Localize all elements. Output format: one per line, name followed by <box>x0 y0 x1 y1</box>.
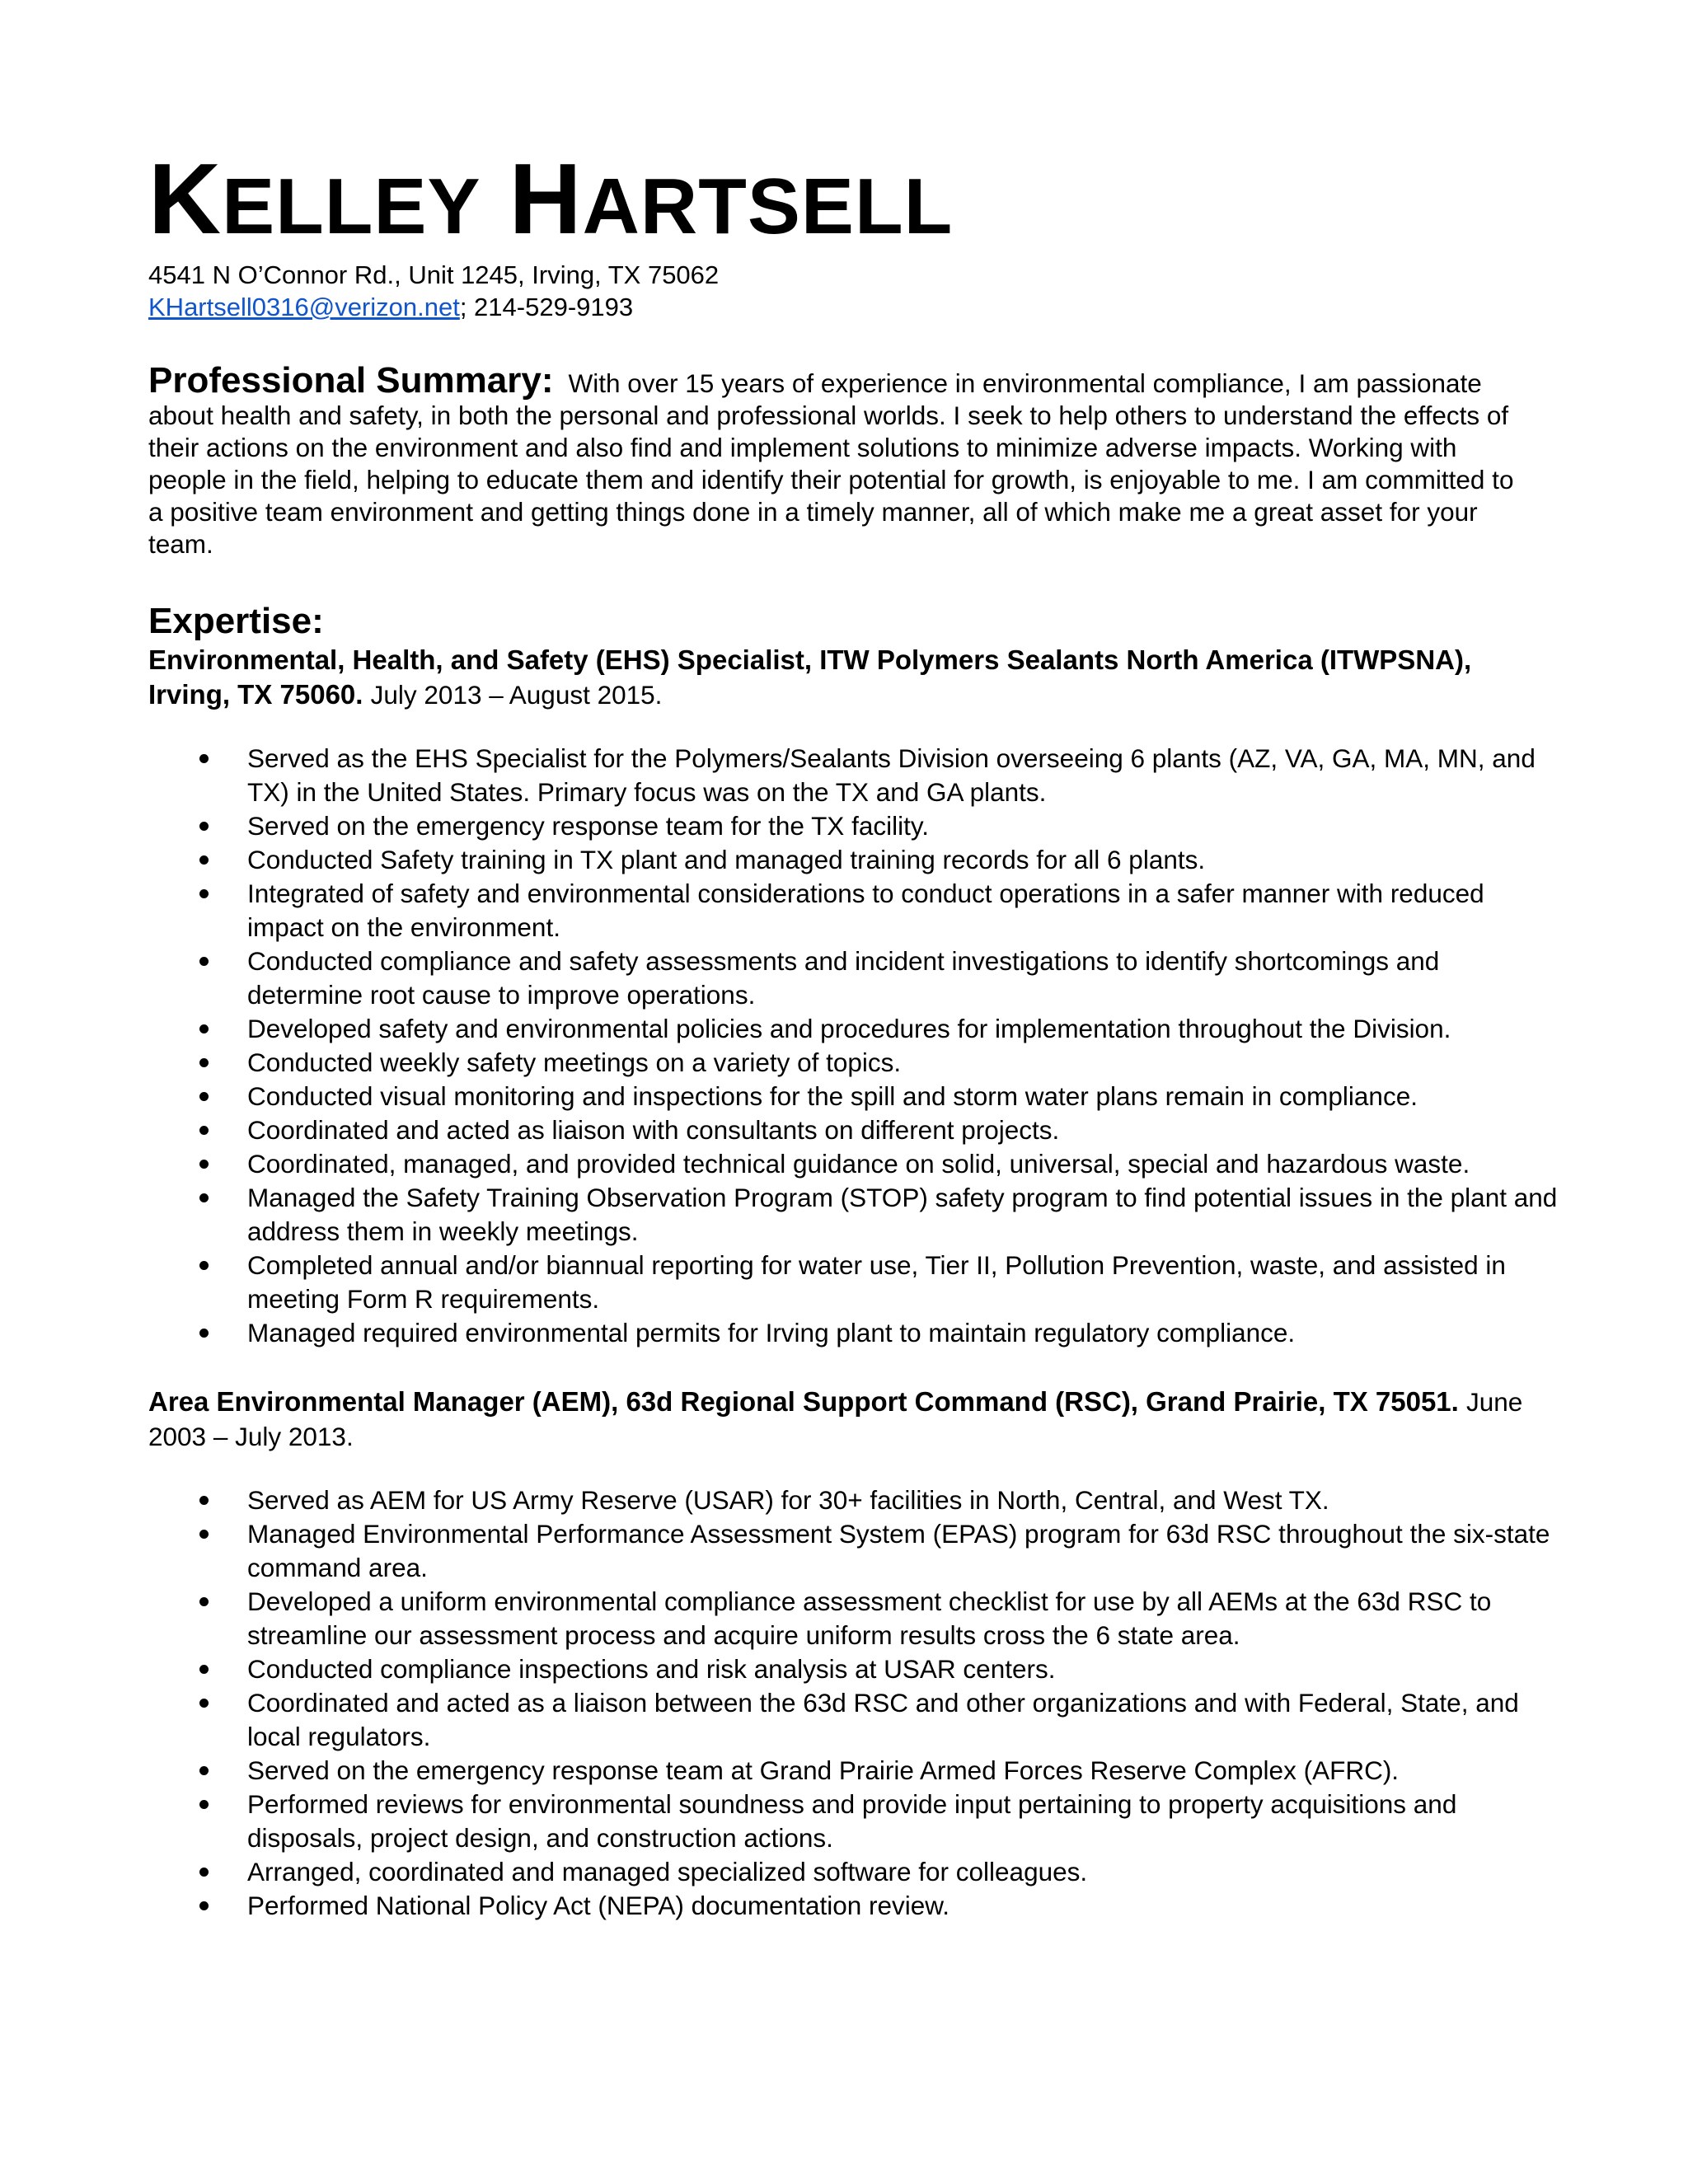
list-item: Completed annual and/or biannual reporting for water use, Tier II, Pollution Prevention, waste, and assisted in meeting Form R requirements. <box>148 1249 1558 1316</box>
list-item: Conducted compliance and safety assessments and incident investigations to identify shortcomings and determine root cause to improve operations. <box>148 944 1558 1012</box>
summary-paragraph <box>148 360 1533 560</box>
list-item: Conducted weekly safety meetings on a variety of topics. <box>148 1046 1558 1080</box>
bullet-icon <box>199 855 209 865</box>
list-item: Integrated of safety and environmental considerations to conduct operations in a safer manner with reduced impact on the environment. <box>148 877 1558 944</box>
name-first-initial: K <box>148 143 223 255</box>
list-item: Conducted visual monitoring and inspections for the spill and storm water plans remain in compliance. <box>148 1080 1558 1113</box>
list-item: Served as the EHS Specialist for the Polymers/Sealants Division overseeing 6 plants (AZ, VA, GA, MA, MN, and TX) in the United States. Primary focus was on the TX and GA plants. <box>148 742 1558 809</box>
job-dates: June 2003 – July 2013. <box>148 1387 1523 1451</box>
name-last-rest: ARTSELL <box>582 162 954 251</box>
professional-summary <box>148 360 1541 560</box>
name-last-initial: H <box>509 143 583 255</box>
bullet-icon <box>199 1530 209 1539</box>
job-dates: July 2013 – August 2015. <box>370 680 663 710</box>
bullet-icon <box>199 1868 209 1877</box>
summary-text: With over 15 years of experience in environmental compliance, I am passionate about health and safety, in both the personal and professional worlds. I seek to help others to understand the effects of their actions on the environment and also find and implement solutions to minimize adverse impacts. Working with people in the field, helping to educate them and identify their potential for growth, is enjoyable to me. I am committed to a positive team environment and getting things done in a timely manner, all of which make me a great asset for your team. <box>148 368 1514 559</box>
bullet-icon <box>199 957 209 966</box>
bullet-icon <box>199 1766 209 1775</box>
job-title: Area Environmental Manager (AEM), 63d Regional Support Command (RSC), Grand Prairie, TX 75051. <box>148 1386 1459 1417</box>
email-phone-line <box>148 291 1541 323</box>
bullet-icon <box>199 1126 209 1135</box>
bullet-icon <box>199 1496 209 1505</box>
list-item: Performed National Policy Act (NEPA) documentation review. <box>148 1889 1558 1923</box>
expertise-heading: Expertise: <box>148 601 324 641</box>
expertise-section <box>148 600 1558 1923</box>
list-item: Performed reviews for environmental soundness and provide input pertaining to property acquisitions and disposals, project design, and construction actions. <box>148 1788 1558 1855</box>
bullet-icon <box>199 1329 209 1338</box>
list-item: Developed a uniform environmental compliance assessment checklist for use by all AEMs at the 63d RSC to streamline our assessment process and acquire uniform results cross the 6 state area. <box>148 1585 1558 1652</box>
job-bullets <box>148 1483 1550 1923</box>
list-item: Served on the emergency response team for the TX facility. <box>148 809 1558 843</box>
job-title-line <box>148 643 1541 712</box>
list-item: Coordinated, managed, and provided technical guidance on solid, universal, special and hazardous waste. <box>148 1147 1558 1181</box>
phone: ; 214-529-9193 <box>459 293 634 321</box>
list-item: Coordinated and acted as a liaison between the 63d RSC and other organizations and with Federal, State, and local regulators. <box>148 1686 1558 1754</box>
bullet-icon <box>199 822 209 831</box>
list-item: Managed Environmental Performance Assessment System (EPAS) program for 63d RSC throughout the six-state command area. <box>148 1517 1558 1585</box>
bullet-icon <box>199 1800 209 1809</box>
job-title-line <box>148 1385 1541 1454</box>
bullet-icon <box>199 1058 209 1067</box>
bullet-icon <box>199 1901 209 1910</box>
list-item: Conducted compliance inspections and risk analysis at USAR centers. <box>148 1652 1558 1686</box>
list-item: Conducted Safety training in TX plant and managed training records for all 6 plants. <box>148 843 1558 877</box>
bullet-icon <box>199 1160 209 1169</box>
list-item: Managed the Safety Training Observation Program (STOP) safety program to find potential issues in the plant and address them in weekly meetings. <box>148 1181 1558 1249</box>
list-item: Arranged, coordinated and managed specialized software for colleagues. <box>148 1855 1558 1889</box>
bullet-icon <box>199 1665 209 1674</box>
list-item: Developed safety and environmental policies and procedures for implementation throughout the Division. <box>148 1012 1558 1046</box>
bullet-icon <box>199 1092 209 1101</box>
job-title: Environmental, Health, and Safety (EHS) Specialist, ITW Polymers Sealants North America (ITWPSNA), Irving, TX 75060. <box>148 644 1472 710</box>
email-link[interactable]: KHartsell0316@verizon.net <box>148 293 460 321</box>
contact-block <box>148 259 1541 323</box>
resume-page <box>148 143 1558 1923</box>
bullet-icon <box>199 889 209 898</box>
list-item: Coordinated and acted as liaison with consultants on different projects. <box>148 1113 1558 1147</box>
address: 4541 N O’Connor Rd., Unit 1245, Irving, TX 75062 <box>148 260 720 289</box>
bullet-icon <box>199 1261 209 1270</box>
candidate-name <box>148 143 1541 255</box>
bullet-icon <box>199 1024 209 1033</box>
summary-heading: Professional Summary: <box>148 360 554 401</box>
list-item: Served on the emergency response team at Grand Prairie Armed Forces Reserve Complex (AFRC). <box>148 1754 1558 1788</box>
bullet-icon <box>199 1597 209 1606</box>
bullet-icon <box>199 754 209 763</box>
job-entry <box>148 1385 1550 1923</box>
job-bullets <box>148 742 1558 1350</box>
bullet-icon <box>199 1193 209 1202</box>
list-item: Served as AEM for US Army Reserve (USAR) for 30+ facilities in North, Central, and West TX. <box>148 1483 1558 1517</box>
job-entry <box>148 643 1558 1350</box>
bullet-icon <box>199 1699 209 1708</box>
name-first-rest: ELLEY <box>222 162 481 251</box>
list-item: Managed required environmental permits for Irving plant to maintain regulatory compliance. <box>148 1316 1558 1350</box>
